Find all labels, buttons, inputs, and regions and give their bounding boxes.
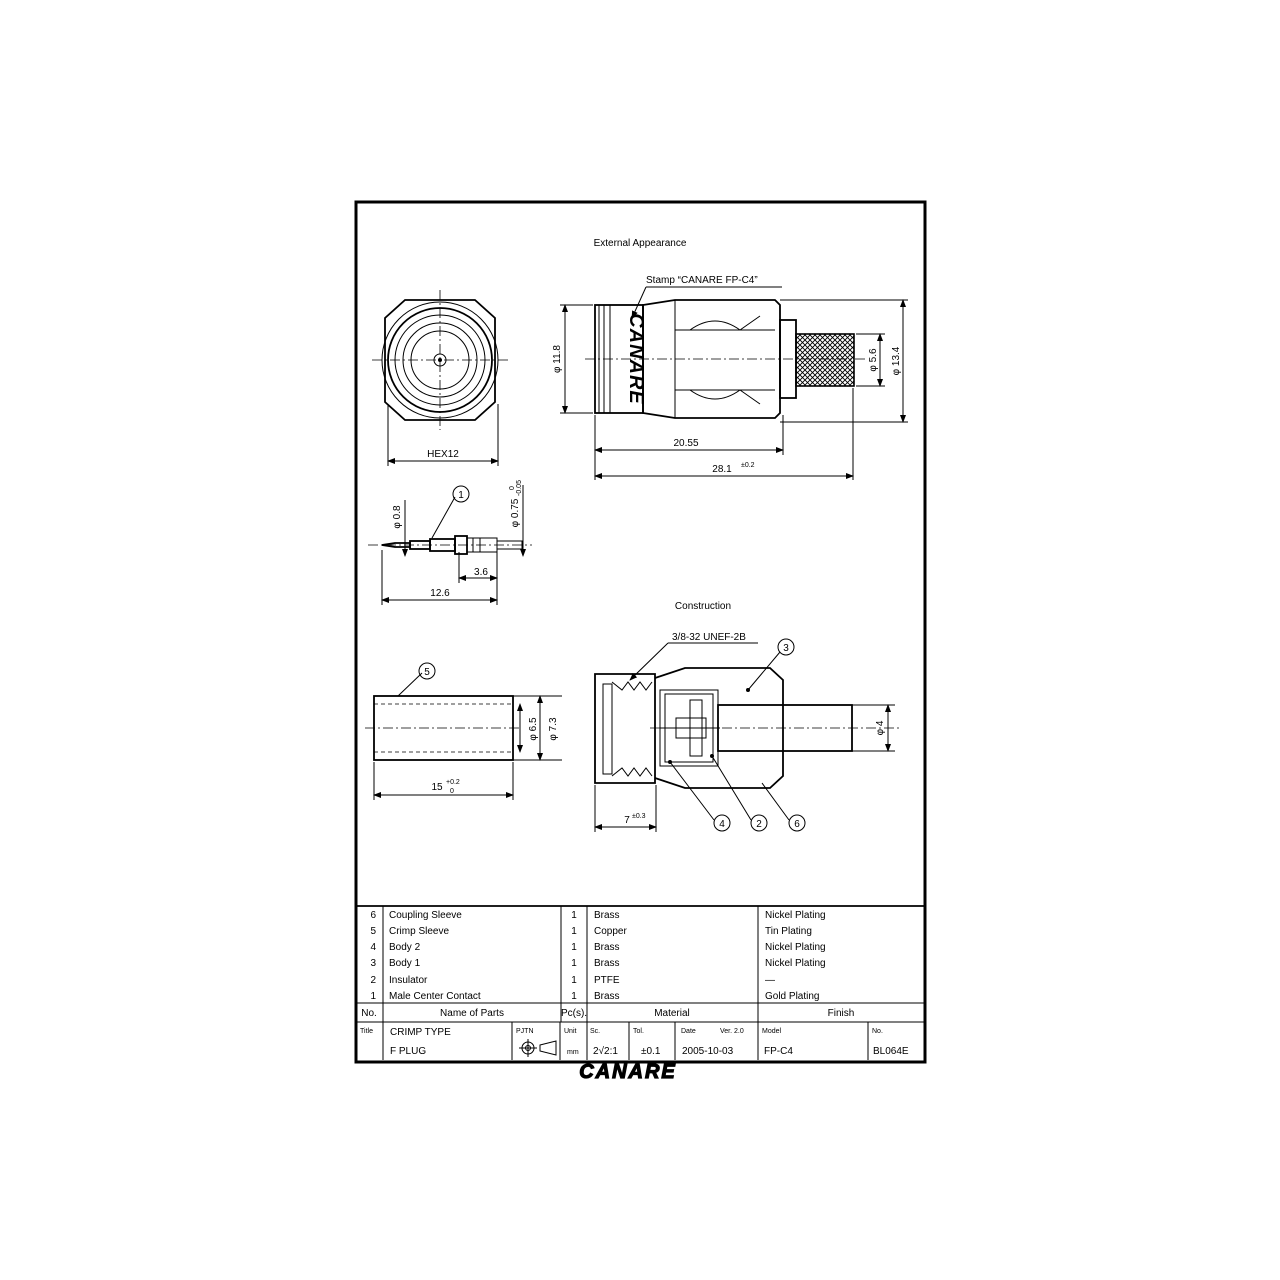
- pjtn-label: PJTN: [516, 1028, 534, 1035]
- part-finish: Nickel Plating: [765, 910, 826, 921]
- external-appearance-title: External Appearance: [593, 238, 687, 249]
- part-pcs: 1: [571, 926, 577, 937]
- drawing-no-value: BL064E: [873, 1046, 909, 1057]
- dim-20-55: 20.55: [673, 438, 699, 449]
- parts-row: [370, 991, 819, 1002]
- tol-label: Tol.: [633, 1028, 644, 1035]
- part-no: 4: [370, 942, 376, 953]
- dim-d11-8: φ 11.8: [552, 345, 563, 373]
- dim-15: 15: [431, 782, 443, 793]
- part-pcs: 1: [571, 910, 577, 921]
- stamp-note: Stamp “CANARE FP-C4”: [646, 275, 758, 286]
- part-no: 6: [370, 910, 376, 921]
- part-name: Coupling Sleeve: [389, 910, 462, 921]
- crimp-sleeve-view: [365, 663, 562, 800]
- thread-note: 3/8-32 UNEF-2B: [672, 632, 746, 643]
- balloon-5: 5: [424, 667, 430, 678]
- date-value: 2005-10-03: [682, 1046, 734, 1057]
- dim-hex12: HEX12: [427, 449, 459, 460]
- dim-7-tol: ±0.3: [632, 813, 646, 820]
- date-label: Date: [681, 1028, 696, 1035]
- unit-label: Unit: [564, 1028, 577, 1035]
- projection-symbol-icon: [519, 1039, 556, 1057]
- part-material: Brass: [594, 942, 620, 953]
- center-contact-view: [368, 480, 532, 605]
- part-finish: Nickel Plating: [765, 942, 826, 953]
- balloon-4: 4: [719, 819, 725, 830]
- dim-28-1: 28.1: [712, 464, 732, 475]
- title-label: Title: [360, 1028, 373, 1035]
- part-finish: —: [765, 975, 775, 986]
- header-pcs: Pc(s).: [560, 1008, 588, 1019]
- balloon-6: 6: [794, 819, 800, 830]
- part-no: 2: [370, 975, 376, 986]
- canare-logo: CANARE: [579, 1061, 677, 1083]
- parts-list: [356, 906, 925, 1022]
- part-material: Brass: [594, 910, 620, 921]
- title-line-1: CRIMP TYPE: [390, 1027, 451, 1038]
- part-pcs: 1: [571, 991, 577, 1002]
- version-label: Ver. 2.0: [720, 1028, 744, 1035]
- drawing-no-label: No.: [872, 1028, 883, 1035]
- part-pcs: 1: [571, 958, 577, 969]
- unit-value: mm: [567, 1049, 579, 1056]
- dim-12-6: 12.6: [430, 588, 450, 599]
- dim-15-tol-top: +0.2: [446, 779, 460, 786]
- construction-title: Construction: [674, 601, 732, 612]
- part-finish: Gold Plating: [765, 991, 820, 1002]
- part-name: Body 2: [389, 942, 421, 953]
- dim-3-6: 3.6: [474, 567, 488, 578]
- dim-15-tol-bot: 0: [450, 788, 454, 795]
- part-material: PTFE: [594, 975, 620, 986]
- balloon-1: 1: [458, 490, 464, 501]
- dim-d13-4: φ 13.4: [891, 346, 902, 376]
- part-name: Insulator: [389, 975, 428, 986]
- parts-row: [370, 910, 825, 921]
- parts-row: [370, 958, 825, 969]
- title-line-2: F PLUG: [390, 1046, 427, 1057]
- tol-value: ±0.1: [641, 1046, 661, 1057]
- dim-d5-6: φ 5.6: [868, 348, 879, 372]
- part-name: Male Center Contact: [389, 991, 481, 1002]
- balloon-3: 3: [783, 643, 789, 654]
- dim-d0-75-tol-bot: -0.05: [516, 480, 523, 496]
- part-material: Brass: [594, 958, 620, 969]
- balloon-2: 2: [756, 819, 762, 830]
- parts-row: [370, 975, 775, 986]
- dim-d0-8: φ 0.8: [392, 505, 403, 529]
- parts-row: [370, 942, 825, 953]
- part-name: Crimp Sleeve: [389, 926, 450, 937]
- dim-28-1-tol: ±0.2: [741, 462, 755, 469]
- part-finish: Nickel Plating: [765, 958, 826, 969]
- model-value: FP-C4: [764, 1046, 793, 1057]
- part-material: Copper: [594, 926, 627, 937]
- part-no: 5: [370, 926, 376, 937]
- dim-d7-3: φ 7.3: [548, 717, 559, 741]
- dim-d4: φ 4: [875, 720, 886, 736]
- dim-7: 7: [624, 815, 630, 826]
- front-hex-view: [372, 290, 508, 466]
- dim-d0-75: φ 0.75: [510, 498, 521, 528]
- title-block: [360, 1022, 909, 1060]
- header-material: Material: [654, 1008, 690, 1019]
- side-view: [552, 275, 908, 480]
- part-pcs: 1: [571, 942, 577, 953]
- part-name: Body 1: [389, 958, 421, 969]
- header-name: Name of Parts: [440, 1008, 504, 1019]
- scale-label: Sc.: [590, 1028, 601, 1035]
- parts-row: [370, 926, 811, 937]
- model-label: Model: [762, 1028, 782, 1035]
- part-material: Brass: [594, 991, 620, 1002]
- scale-value: 2√2:1: [593, 1046, 618, 1057]
- part-finish: Tin Plating: [765, 926, 812, 937]
- cross-section-view: [595, 632, 900, 832]
- dim-d6-5: φ 6.5: [528, 717, 539, 741]
- dim-d0-75-tol-top: 0: [509, 486, 516, 490]
- stamp-text: CANARE: [625, 313, 647, 405]
- part-no: 3: [370, 958, 376, 969]
- header-finish: Finish: [827, 1008, 855, 1019]
- part-no: 1: [370, 991, 376, 1002]
- part-pcs: 1: [571, 975, 577, 986]
- header-no: No.: [361, 1008, 377, 1019]
